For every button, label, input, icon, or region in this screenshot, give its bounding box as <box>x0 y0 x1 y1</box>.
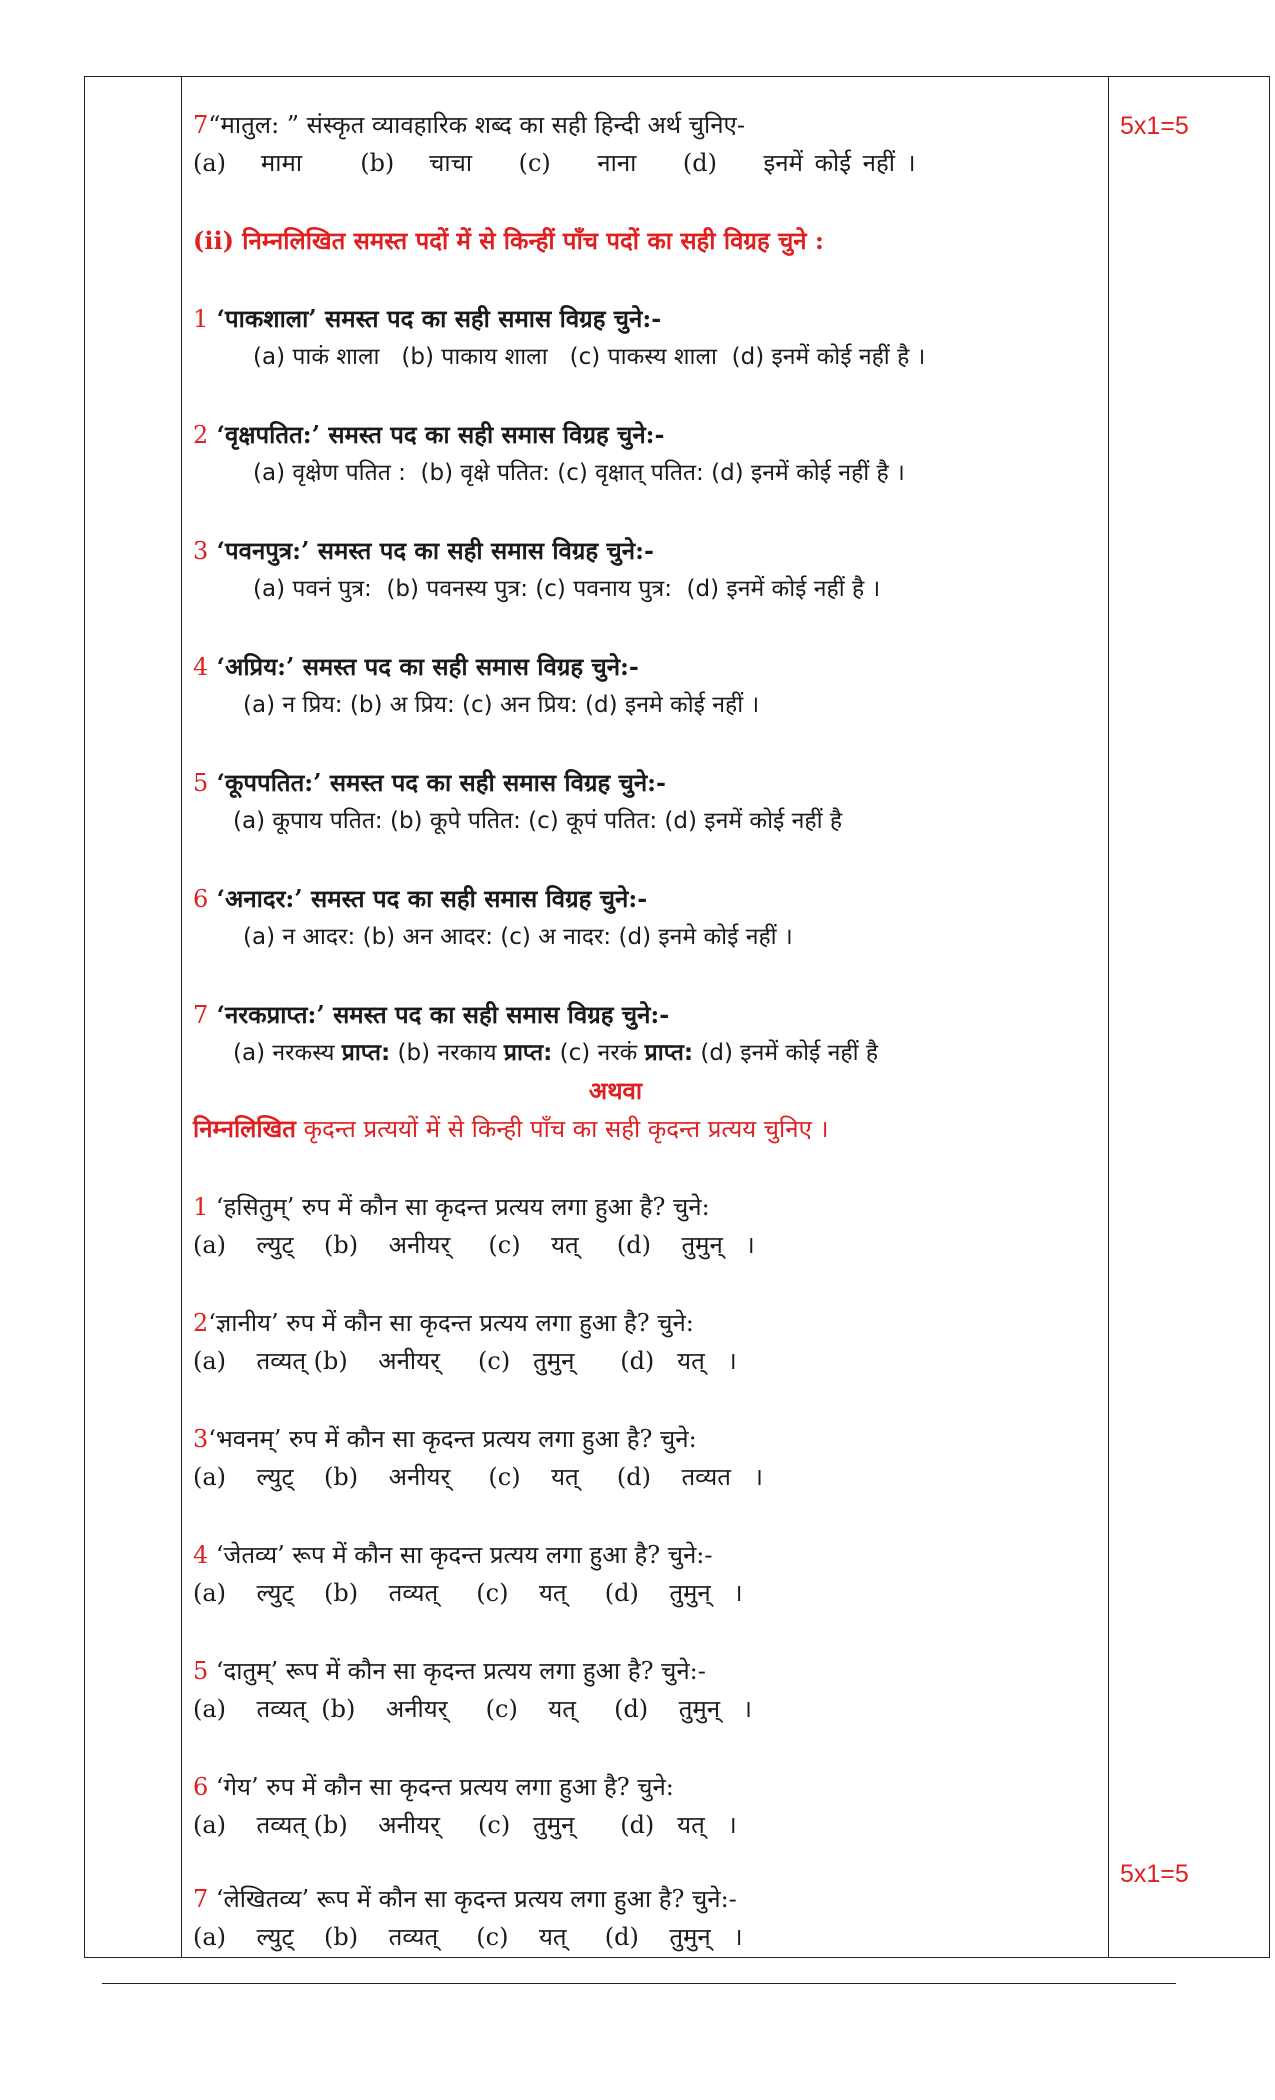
samas-question-6 <box>193 880 1098 918</box>
krdant-question-1 <box>193 1188 1098 1226</box>
heading-bold: निम्नलिखित <box>193 1114 296 1143</box>
option-text: (b) नरकाय <box>390 1040 504 1066</box>
question-number: 6 <box>193 885 209 913</box>
section-heading: (ii) निम्नलिखित समस्त पदों में से किन्हीं पाँच पदों का सही विग्रह चुने : <box>193 226 824 255</box>
question-text: ‘वृक्षपतित:’ समस्त पद का सही समास विग्रह चुने:- <box>216 420 665 449</box>
question-text: ‘अनादर:’ समस्त पद का सही समास विग्रह चुने:- <box>216 884 648 913</box>
krdant-options-6: (a) तव्यत् (b) अनीयर् (c) तुमुन् (d) यत् । <box>193 1811 737 1839</box>
krdant-question-2 <box>193 1304 1098 1342</box>
question-text: ‘नरकप्राप्त:’ समस्त पद का सही समास विग्रह चुने:- <box>216 1000 670 1029</box>
question-options: (a) मामा (b) चाचा (c) नाना (d) इनमें कोई नहीं । <box>193 149 916 177</box>
footer-rule <box>102 1983 1176 1984</box>
question-number: 1 <box>193 1193 209 1221</box>
question-text: ‘ज्ञानीय’ रुप में कौन सा कृदन्त प्रत्यय लगा हुआ है? चुने: <box>208 1309 694 1337</box>
column-divider-left <box>181 76 182 1958</box>
question-text: ‘भवनम्’ रुप में कौन सा कृदन्त प्रत्यय लगा हुआ है? चुने: <box>208 1425 697 1453</box>
question-matul <box>193 106 1098 144</box>
samas-options-6: (a) न आदर: (b) अन आदर: (c) अ नादर: (d) इनमे कोई नहीं । <box>243 924 793 950</box>
question-text: ‘दातुम्’ रूप में कौन सा कृदन्त प्रत्यय लगा हुआ है? चुने:- <box>208 1657 706 1685</box>
samas-question-5 <box>193 764 1098 802</box>
krdant-options-1: (a) ल्युट् (b) अनीयर् (c) यत् (d) तुमुन् । <box>193 1231 755 1259</box>
question-number: 3 <box>193 1425 209 1453</box>
krdant-options-3: (a) ल्युट् (b) अनीयर् (c) यत् (d) तव्यत । <box>193 1463 763 1491</box>
krdant-question-6 <box>193 1768 1098 1806</box>
samas-options-7 <box>193 1034 1098 1072</box>
question-number: 6 <box>193 1773 209 1801</box>
samas-options-2: (a) वृक्षेण पतित : (b) वृक्षे पतित: (c) वृक्षात् पतित: (d) इनमें कोई नहीं है । <box>253 460 905 486</box>
option-bold-text: प्राप्त: <box>341 1040 391 1066</box>
question-number: 2 <box>193 1309 209 1337</box>
question-text: ‘पवनपुत्र:’ समस्त पद का सही समास विग्रह चुने:- <box>216 536 654 565</box>
question-number: 4 <box>193 653 209 681</box>
option-text: (a) नरकस्य <box>233 1040 342 1066</box>
option-text: (c) नरकं <box>552 1040 645 1066</box>
samas-options-3: (a) पवनं पुत्र: (b) पवनस्य पुत्र: (c) पवनाय पुत्र: (d) इनमें कोई नहीं है । <box>253 576 881 602</box>
question-text: ‘पाकशाला’ समस्त पद का सही समास विग्रह चुने:- <box>216 304 662 333</box>
samas-options-5: (a) कूपाय पतित: (b) कूपे पतित: (c) कूपं पतित: (d) इनमें कोई नहीं है <box>233 808 843 834</box>
question-text: ‘जेतव्य’ रूप में कौन सा कृदन्त प्रत्यय लगा हुआ है? चुने:- <box>208 1541 713 1569</box>
krdant-question-4 <box>193 1536 1098 1574</box>
krdant-options-7: (a) ल्युट् (b) तव्यत् (c) यत् (d) तुमुन् । <box>193 1923 743 1951</box>
question-text: “मातुल: ” संस्कृत व्यावहारिक शब्द का सही हिन्दी अर्थ चुनिए- <box>208 111 745 139</box>
question-text: ‘लेखितव्य’ रूप में कौन सा कृदन्त प्रत्यय लगा हुआ है? चुने:- <box>208 1885 737 1913</box>
krdant-question-3 <box>193 1420 1098 1458</box>
question-number: 7 <box>193 1001 209 1029</box>
question-text: ‘गेय’ रुप में कौन सा कृदन्त प्रत्यय लगा हुआ है? चुने: <box>208 1773 674 1801</box>
question-number: 5 <box>193 1657 209 1685</box>
marks-top: 5x1=5 <box>1120 112 1189 140</box>
question-number: 3 <box>193 537 209 565</box>
samas-options-4: (a) न प्रिय: (b) अ प्रिय: (c) अन प्रिय: (d) इनमे कोई नहीं । <box>243 692 760 718</box>
heading-rest: कृदन्त प्रत्ययों में से किन्ही पाँच का सही कृदन्त प्रत्यय चुनिए । <box>295 1115 829 1143</box>
column-divider-right <box>1108 76 1109 1958</box>
krdant-question-7 <box>193 1880 1098 1918</box>
krdant-heading <box>193 1110 1098 1148</box>
question-number: 1 <box>193 305 209 333</box>
samas-question-3 <box>193 532 1098 570</box>
question-number: 7 <box>193 1885 209 1913</box>
option-bold-text: प्राप्त: <box>503 1040 553 1066</box>
samas-question-4 <box>193 648 1098 686</box>
krdant-question-5 <box>193 1652 1098 1690</box>
question-content <box>193 106 1098 1956</box>
krdant-options-2: (a) तव्यत् (b) अनीयर् (c) तुमुन् (d) यत् । <box>193 1347 737 1375</box>
question-number: 5 <box>193 769 209 797</box>
question-number: 7 <box>193 111 209 139</box>
question-text: ‘अप्रिय:’ समस्त पद का सही समास विग्रह चुने:- <box>216 652 639 681</box>
option-text: (d) इनमें कोई नहीं है <box>693 1040 879 1066</box>
krdant-options-4: (a) ल्युट् (b) तव्यत् (c) यत् (d) तुमुन् । <box>193 1579 743 1607</box>
samas-question-7 <box>193 996 1098 1034</box>
athva-divider: अथवा <box>588 1076 643 1105</box>
samas-question-1 <box>193 300 1098 338</box>
question-number: 2 <box>193 421 209 449</box>
question-number: 4 <box>193 1541 209 1569</box>
krdant-options-5: (a) तव्यत् (b) अनीयर् (c) यत् (d) तुमुन् । <box>193 1695 753 1723</box>
samas-options-1: (a) पाकं शाला (b) पाकाय शाला (c) पाकस्य शाला (d) इनमें कोई नहीं है । <box>253 344 926 370</box>
samas-question-2 <box>193 416 1098 454</box>
option-bold-text: प्राप्त: <box>644 1040 694 1066</box>
marks-bottom: 5x1=5 <box>1120 1860 1189 1888</box>
question-text: ‘हसितुम्’ रुप में कौन सा कृदन्त प्रत्यय लगा हुआ है? चुने: <box>208 1193 710 1221</box>
question-text: ‘कूपपतित:’ समस्त पद का सही समास विग्रह चुने:- <box>216 768 667 797</box>
